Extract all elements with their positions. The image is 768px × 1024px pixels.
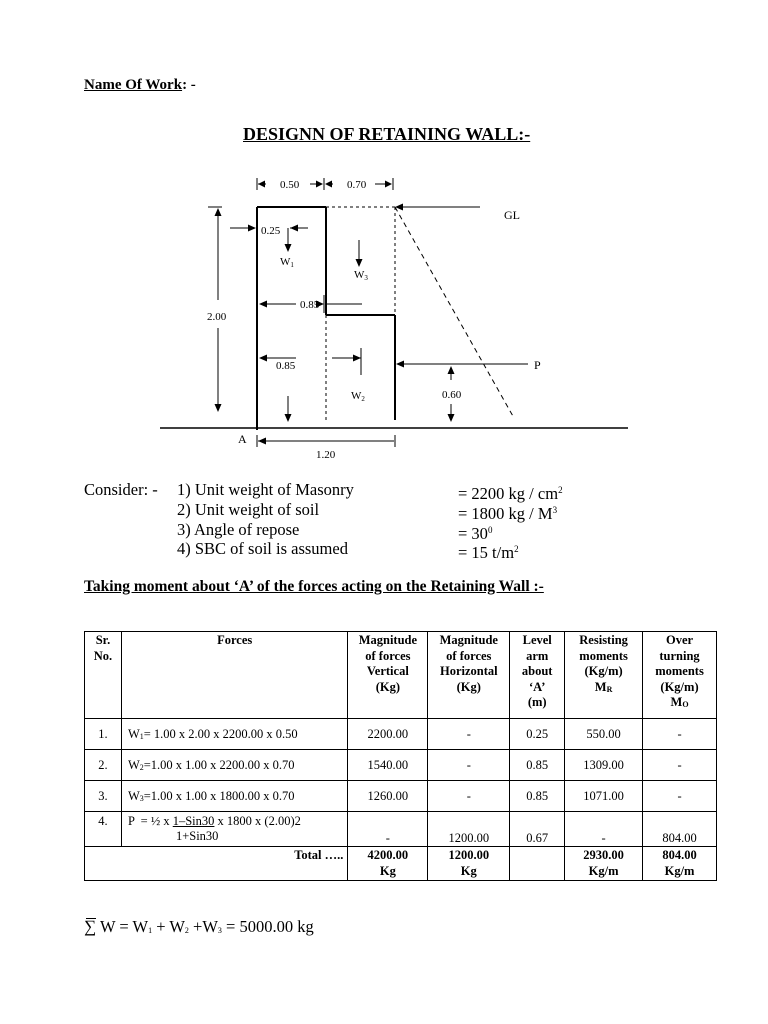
cell-horizontal: - — [428, 719, 510, 750]
consider-item-label: 4) SBC of soil is assumed — [177, 539, 348, 558]
consider-item-value: = 1800 kg / $M^3$ — [458, 504, 558, 523]
cell-sr: 3. — [85, 781, 122, 812]
arrowhead-h-down — [215, 404, 222, 412]
header-arm: Level arm about ‘A’ (m) — [510, 632, 565, 719]
d120-label: 1.20 — [316, 449, 336, 461]
cell-horizontal: - — [428, 781, 510, 812]
page-title: DESIGNN OF RETAINING WALL:- — [243, 124, 531, 144]
consider-item-value: = $30^0$ — [458, 524, 493, 543]
arrowhead-top-left — [258, 181, 265, 188]
cell-resisting: 1309.00 — [565, 750, 643, 781]
header-resisting: Resisting moments (Kg/m) MR — [565, 632, 643, 719]
cell-total-label: Total ….. — [85, 847, 348, 881]
consider-item-value: = 2200 kg / $cm^2$ — [458, 484, 563, 503]
table-row — [85, 719, 717, 750]
consider-item-label: 2) Unit weight of soil — [177, 500, 320, 519]
consider-item — [177, 520, 299, 540]
cell-horizontal: - — [428, 750, 510, 781]
cell-overturning: - — [643, 750, 717, 781]
arrowhead-d085b-left — [259, 355, 267, 362]
header-forces: Forces — [121, 632, 347, 719]
cell-vertical: 1260.00 — [348, 781, 428, 812]
arrowhead-d025-left — [248, 225, 256, 232]
cell-force: P = ½ x 1–Sin30 x 1800 x (2.00)2 1+Sin30 — [121, 812, 347, 847]
sigma-symbol: ∑ — [84, 917, 97, 936]
table-total-row — [85, 847, 717, 881]
d085a-label: 0.85 — [300, 299, 320, 311]
table-row — [85, 812, 717, 847]
arrowhead-a-down — [285, 414, 292, 422]
consider-item-label: 3) Angle of repose — [177, 520, 300, 539]
table-row — [85, 781, 717, 812]
cell-resisting: - — [565, 812, 643, 847]
moment-heading: Taking moment about ‘A’ of the forces acting on the Retaining Wall :- — [84, 578, 544, 595]
table-header-row — [85, 632, 717, 719]
dim-top-left-label: 0.50 — [280, 179, 300, 191]
cell-overturning: - — [643, 781, 717, 812]
cell-vertical: - — [348, 812, 428, 847]
name-of-work-suffix: : - — [182, 77, 196, 93]
consider-item — [177, 480, 354, 500]
header-horizontal: Magnitude of forces Horizontal (Kg) — [428, 632, 510, 719]
consider-item — [177, 539, 348, 559]
cell-horizontal: 1200.00 — [428, 812, 510, 847]
cell-arm: 0.25 — [510, 719, 565, 750]
header-vertical: Magnitude of forces Vertical (Kg) — [348, 632, 428, 719]
cell-arm: 0.85 — [510, 781, 565, 812]
arrowhead-w3-down — [356, 259, 363, 267]
arrowhead-d085b-right — [353, 355, 361, 362]
name-of-work-label: Name Of Work — [84, 77, 183, 93]
arrowhead-p — [396, 361, 404, 368]
gl-label: GL — [504, 208, 520, 222]
cell-overturning: 804.00 — [643, 812, 717, 847]
arrowhead-d025-down — [285, 244, 292, 252]
arrowhead-top-mid-right — [325, 181, 332, 188]
consider-item-label: 1) Unit weight of Masonry — [177, 480, 354, 499]
header-overturning: Over turning moments (Kg/m) MO — [643, 632, 717, 719]
cell-total-arm — [510, 847, 565, 881]
w2-label: W2 — [351, 390, 365, 403]
cell-total-resisting: 2930.00 Kg/m — [565, 847, 643, 881]
arrowhead-d025-right — [290, 225, 298, 232]
cell-sr: 1. — [85, 719, 122, 750]
cell-force: W3=1.00 x 1.00 x 1800.00 x 0.70 — [121, 781, 347, 812]
cell-resisting: 550.00 — [565, 719, 643, 750]
name-of-work — [84, 77, 196, 94]
table-row — [85, 750, 717, 781]
cell-overturning: - — [643, 719, 717, 750]
cell-sr: 4. — [85, 812, 122, 847]
arrowhead-top-right — [385, 181, 392, 188]
d060-label: 0.60 — [442, 389, 462, 401]
forces-table — [84, 631, 717, 881]
arrowhead-d120-left — [258, 438, 266, 445]
cell-vertical: 2200.00 — [348, 719, 428, 750]
h-200-label: 2.00 — [207, 311, 227, 323]
cell-total-vertical: 4200.00 Kg — [348, 847, 428, 881]
cell-arm: 0.85 — [510, 750, 565, 781]
arrowhead-d060-down — [448, 414, 455, 422]
cell-total-horizontal: 1200.00 Kg — [428, 847, 510, 881]
arrowhead-d060-up — [448, 366, 455, 374]
arrowhead-h-up — [215, 208, 222, 216]
cell-force: W2=1.00 x 1.00 x 2200.00 x 0.70 — [121, 750, 347, 781]
consider-item — [177, 500, 319, 520]
w3-label: W3 — [354, 269, 368, 282]
consider-lead: Consider: - — [84, 480, 158, 499]
d025-label: 0.25 — [261, 225, 281, 237]
pressure-diagonal-dashed — [395, 207, 514, 418]
dim-top-right-label: 0.70 — [347, 179, 367, 191]
d085b-label: 0.85 — [276, 360, 296, 372]
cell-arm: 0.67 — [510, 812, 565, 847]
w1-label: W1 — [280, 256, 294, 269]
arrowhead-top-mid-left — [316, 181, 323, 188]
arrowhead-d085a-left — [259, 301, 267, 308]
cell-force: W1= 1.00 x 2.00 x 2200.00 x 0.50 — [121, 719, 347, 750]
retaining-wall-diagram — [150, 170, 640, 470]
p-label: P — [534, 358, 541, 372]
consider-item-value: = 15 $t/m^2$ — [458, 543, 519, 562]
cell-vertical: 1540.00 — [348, 750, 428, 781]
header-sr: Sr. No. — [85, 632, 122, 719]
cell-resisting: 1071.00 — [565, 781, 643, 812]
cell-sr: 2. — [85, 750, 122, 781]
cell-total-overturning: 804.00 Kg/m — [643, 847, 717, 881]
a-label: A — [238, 432, 247, 446]
sum-w-equation: ∑ W = W1 + W2 +W3 = 5000.00 kg — [84, 917, 314, 936]
